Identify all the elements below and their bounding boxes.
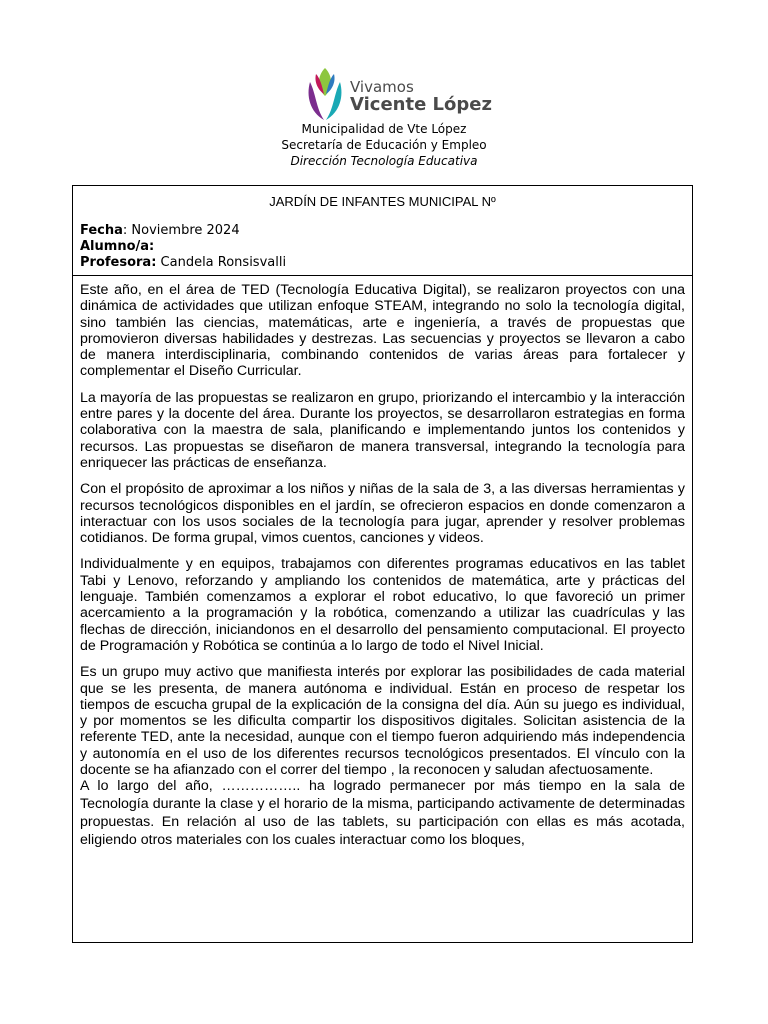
logo-text-line1: Vivamos — [350, 78, 414, 96]
paragraph-4: Individualmente y en equipos, trabajamos con diferentes programas educativos en las tablet Tabi y Lenovo, reforzando y ampliando los contenidos de matemática, arte y prácticas del lenguaje. También comenzamos a explorar el robot educativo, lo que favoreció un primer acercamiento a la programación y la robótica, comenzando a utilizar las cuadrículas y las flechas de dirección, iniciandonos en el desarrollo del pensamiento computacional. El proyecto de Programación y Robótica se continúa a lo largo de todo el Nivel Inicial. — [80, 556, 685, 654]
paragraph-6: A lo largo del año, …………….. ha logrado permanecer por más tiempo en la sala de Tecnología durante la clase y el horario de la misma, participando activamente de determinadas propuestas. En relación al uso de las tablets, su participación con ellas es más acotada, eligiendo otros materiales con los cuales interactuar como los bloques, — [80, 778, 685, 848]
paragraph-2: La mayoría de las propuestas se realizaron en grupo, priorizando el intercambio y la interacción entre pares y la docente del área. Durante los proyectos, se desarrollaron estrategias en forma colaborativa con la maestra de sala, planificando e implementando juntos los contenidos y recursos. Las propuestas se diseñaron de manera transversal, integrando la tecnología para enriquecer las prácticas de enseñanza. — [80, 389, 685, 471]
report-box — [72, 185, 693, 943]
alumno-row — [80, 239, 685, 255]
header-secretaria: Secretaría de Educación y Empleo — [281, 138, 487, 152]
logo-text-line2: Vicente López — [350, 94, 492, 115]
paragraph-3: Con el propósito de aproximar a los niños y niñas de la sala de 3, a las diversas herramientas y recursos tecnológicos disponibles en el jardín, se ofrecieron espacios en donde comenzaron a interactuar con los usos sociales de la tecnología para jugar, aprender y resolver problemas cotidianos. De forma grupal, vimos cuentos, canciones y videos. — [80, 481, 685, 547]
school-title: JARDÍN DE INFANTES MUNICIPAL Nº — [269, 194, 496, 209]
profesora-row — [80, 255, 685, 271]
report-body — [73, 276, 692, 850]
alumno-label: Alumno/a: — [80, 239, 155, 254]
fecha-value: : Noviembre 2024 — [122, 223, 240, 238]
municipality-logo — [304, 66, 492, 122]
paragraph-5: Es un grupo muy activo que manifiesta interés por explorar las posibilidades de cada material que se les presenta, de manera autónoma e individual. Están en proceso de respetar los tiempos de escucha grupal de la explicación de la consigna del día. Aún su juego es individual, y por momentos se les dificulta compartir los dispositivos digitales. Solicitan asistencia de la referente TED, ante la necesidad, aunque con el tiempo fueron adquiriendo más independencia y autonomía en el uso de los diferentes recursos tecnológicos presentados. El vínculo con la docente se ha afianzado con el correr del tiempo , la reconocen y saludan afectuosamente. — [80, 664, 685, 779]
fecha-label: Fecha — [80, 223, 123, 238]
header-direccion: Dirección Tecnología Educativa — [290, 154, 478, 168]
header-municipality: Municipalidad de Vte López — [301, 122, 467, 136]
profesora-value: Candela Ronsisvalli — [156, 255, 287, 270]
paragraph-1: Este año, en el área de TED (Tecnología Educativa Digital), se realizaron proyectos con una dinámica de actividades que utilizan enfoque STEAM, integrando no solo la tecnología digital, sino también las ciencias, matemáticas, arte e ingeniería, a través de propuestas que promovieron diversas habilidades y destrezas. Las secuencias y proyectos se llevaron a cabo de manera interdisciplinaria, combinando contenidos de varias áreas para fortalecer y complementar el Diseño Curricular. — [80, 282, 685, 380]
report-header — [73, 186, 692, 276]
logo-mark-icon — [304, 66, 346, 122]
profesora-label: Profesora: — [80, 255, 157, 270]
fecha-row — [80, 223, 685, 239]
